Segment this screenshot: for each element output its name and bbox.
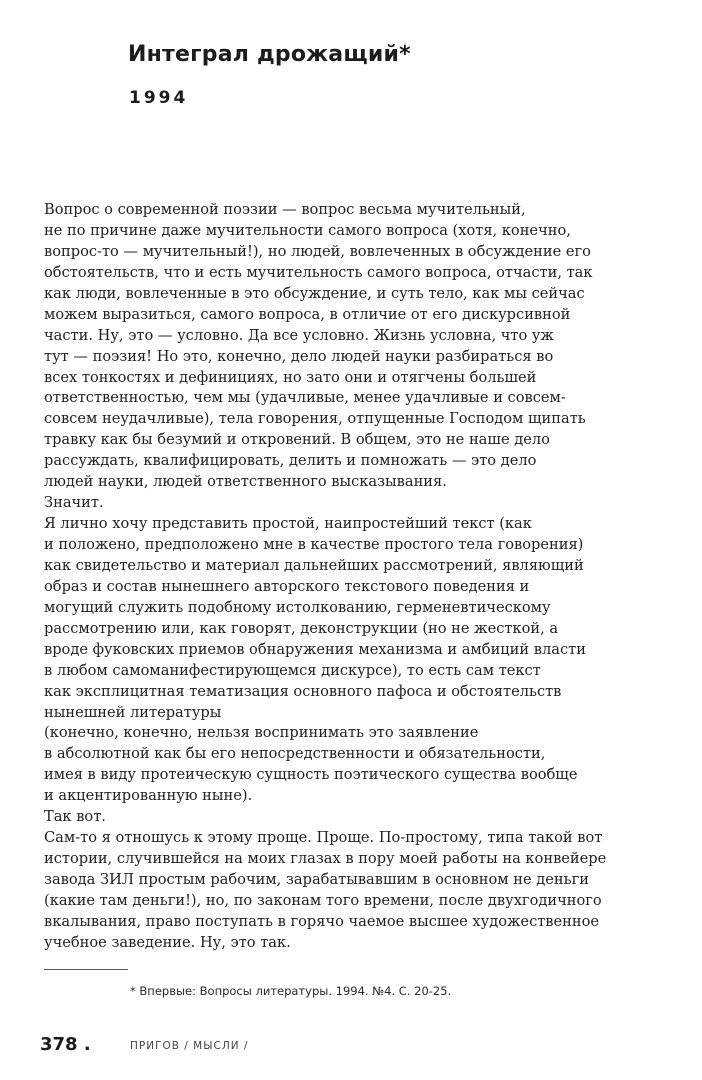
body-line: имея в виду протеическую сущность поэтического существа вообще [44, 766, 578, 784]
body-line: (какие там деньги!), но, по законам того времени, после двухгодичного [44, 891, 602, 909]
body-line: Сам-то я отношусь к этому проще. Проще. По-простому, типа такой вот [44, 829, 603, 847]
footnote-divider [44, 969, 128, 970]
body-text [44, 200, 644, 954]
body-line: ответственностью, чем мы (удачливые, менее удачливые и совсем- [44, 389, 566, 407]
body-line: вроде фуковских приемов обнаружения механизма и амбиций власти [44, 640, 586, 658]
body-line: могущий служить подобному истолкованию, герменевтическому [44, 598, 551, 616]
page-number: 378 . [40, 1034, 91, 1055]
body-line: вопрос-то — мучительный!), но людей, вовлеченных в обсуждение его [44, 242, 591, 260]
body-line: Значит. [44, 494, 104, 512]
body-line: учебное заведение. Ну, это так. [44, 933, 291, 951]
body-line: можем выразиться, самого вопроса, в отличие от его дискурсивной [44, 305, 571, 323]
body-line: травку как бы безумий и откровений. В общем, это не наше дело [44, 431, 550, 449]
body-line: в любом самоманифестирующемся дискурсе), то есть сам текст [44, 661, 541, 679]
body-line: тут — поэзия! Но это, конечно, дело людей науки разбираться во [44, 347, 554, 365]
body-line: истории, случившейся на моих глазах в пору моей работы на конвейере [44, 850, 607, 868]
body-line: образ и состав нынешнего авторского текстового поведения и [44, 577, 530, 595]
body-line: в абсолютной как бы его непосредственности и обязательности, [44, 745, 546, 763]
footnote: * Впервые: Вопросы литературы. 1994. №4. С. 20-25. [130, 984, 452, 998]
body-line: нынешней литературы [44, 703, 222, 721]
chapter-year: 1994 [129, 88, 189, 108]
body-line: Вопрос о современной поэзии — вопрос весьма мучительный, [44, 201, 526, 218]
body-line: совсем неудачливые), тела говорения, отпущенные Господом щипать [44, 410, 586, 428]
body-line: и положено, предположено мне в качестве простого тела говорения) [44, 536, 584, 553]
body-line: и акцентированную ныне). [44, 787, 253, 805]
body-line: завода ЗИЛ простым рабочим, зарабатывавшим в основном не деньги [44, 871, 589, 888]
body-line: (конечно, конечно, нельзя воспринимать это заявление [44, 724, 479, 742]
body-line: как свидетельство и материал дальнейших рассмотрений, являющий [44, 556, 584, 574]
body-line: как эксплицитная тематизация основного пафоса и обстоятельств [44, 682, 562, 700]
body-line: не по причине даже мучительности самого вопроса (хотя, конечно, [44, 221, 571, 239]
chapter-title: Интеграл дрожащий* [128, 42, 411, 67]
body-line: части. Ну, это — условно. Да все условно. Жизнь условна, что уж [44, 326, 554, 344]
body-line: рассуждать, квалифицировать, делить и помножать — это дело [44, 452, 537, 470]
body-line: Так вот. [44, 808, 106, 826]
body-line: всех тонкостях и дефинициях, но зато они и отягчены большей [44, 368, 537, 386]
body-line: людей науки, людей ответственного высказывания. [44, 473, 447, 491]
running-head: ПРИГОВ / МЫСЛИ / [130, 1040, 249, 1052]
body-line: обстоятельств, что и есть мучительность самого вопроса, отчасти, так [44, 263, 593, 281]
body-line: вкалывания, право поступать в горячо чаемое высшее художественное [44, 912, 600, 930]
body-line: Я лично хочу представить простой, наипростейший текст (как [44, 515, 532, 533]
body-line: рассмотрению или, как говорят, деконструкции (но не жесткой, а [44, 619, 559, 637]
body-line: как люди, вовлеченные в это обсуждение, и суть тело, как мы сейчас [44, 284, 585, 302]
